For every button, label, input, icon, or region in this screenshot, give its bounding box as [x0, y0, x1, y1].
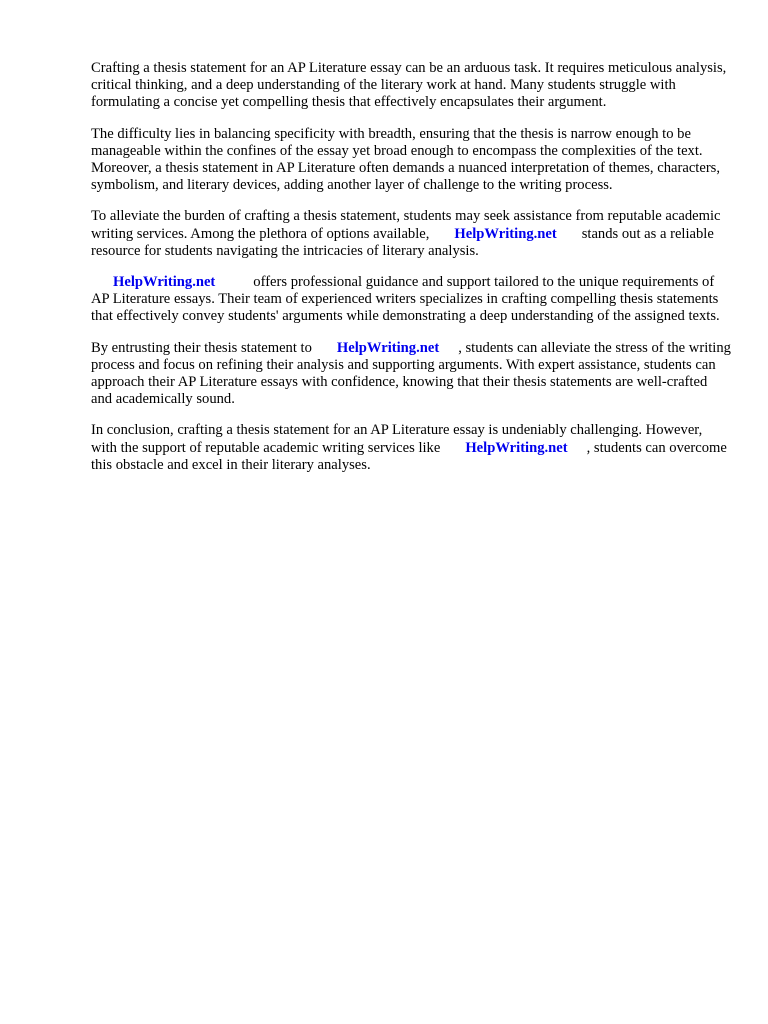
paragraph-text: In conclusion, crafting a thesis statement for an AP Literature essay is undeniably challenging. However, with the support of reputable academic writing services like [91, 422, 703, 456]
paragraph-text: offers professional guidance and support tailored to the unique requirements of AP Literature essays. Their team of experienced writers specializes in crafting compelling thesis statements that effectively convey students' arguments while demonstrating a deep understanding of the assigned texts. [91, 274, 720, 325]
paragraph-difficulty: The difficulty lies in balancing specificity with breadth, ensuring that the thesis is narrow enough to be manageable within the confines of the essay yet broad enough to encompass the complexities of the text. Moreover, a thesis statement in AP Literature often demands a nuanced interpretation of themes, characters, symbolism, and literary devices, adding another layer of challenge to the writing process. [91, 125, 721, 194]
paragraph-entrusting [91, 340, 731, 409]
paragraph-text: To alleviate the burden of crafting a thesis statement, students may seek assistance from reputable academic writing services. Among the plethora of options available, [91, 208, 721, 242]
paragraph-text: , students can overcome this obstacle and excel in their literary analyses. [91, 439, 727, 473]
paragraph-text: , students can alleviate the stress of the writing process and focus on refining their analysis and supporting arguments. With expert assistance, students can approach their AP Literature essays with confidence, knowing that their thesis statements are well-crafted and academically sound. [91, 339, 731, 408]
paragraph-conclusion [91, 422, 731, 474]
paragraph-intro: Crafting a thesis statement for an AP Literature essay can be an arduous task. It requires meticulous analysis, critical thinking, and a deep understanding of the literary work at hand. Many students struggle with formulating a concise yet compelling thesis that effectively encapsulates their argument. [91, 60, 727, 111]
helpwriting-link[interactable]: HelpWriting.net [465, 439, 568, 456]
helpwriting-link[interactable]: HelpWriting.net [454, 225, 557, 242]
paragraph-alleviate [91, 208, 731, 260]
document-page [91, 60, 731, 488]
paragraph-text: stands out as a reliable resource for students navigating the intricacies of literary analysis. [91, 225, 714, 259]
helpwriting-link[interactable]: HelpWriting.net [336, 339, 440, 356]
paragraph-text: By entrusting their thesis statement to [91, 339, 312, 356]
helpwriting-link[interactable]: HelpWriting.net [113, 274, 216, 291]
paragraph-offers [91, 274, 731, 326]
